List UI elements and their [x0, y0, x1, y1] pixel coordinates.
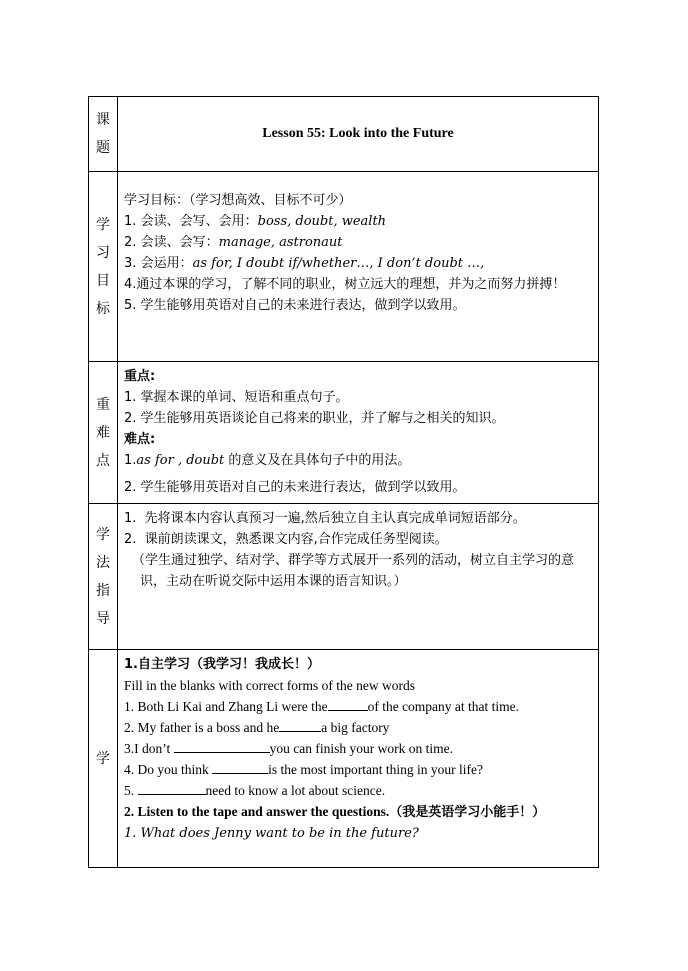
- difficult-item: 1.as for , doubt 的意义及在具体句子中的用法。: [124, 453, 411, 468]
- method-label: 学 法 指 导: [89, 504, 118, 650]
- objective-item: 5. 学生能够用英语对自己的未来进行表达，做到学以致用。: [124, 298, 466, 313]
- key-heading: 重点:: [124, 369, 156, 384]
- lesson-title-cell: [118, 97, 599, 172]
- keypoints-content: [118, 362, 599, 504]
- section2-heading: 2. Listen to the tape and answer the questions.（我是英语学习小能手！）: [124, 804, 546, 820]
- difficult-heading: 难点:: [124, 432, 156, 447]
- objective-item: 4.通过本课的学习，了解不同的职业，树立远大的理想，并为之而努力拼搏！: [124, 277, 566, 292]
- fill-sentence-3: 3.I don’t you can finish your work on time.: [124, 741, 453, 756]
- method-note: （学生通过独学、结对学、群学等方式展开一系列的活动，树立自主学习的意识，主动在听说交际中运用本课的语言知识。）: [132, 553, 575, 589]
- title-row: [89, 97, 599, 172]
- section1-heading: 1.自主学习（我学习！我成长！）: [124, 657, 320, 672]
- method-row: [89, 504, 599, 650]
- objectives-content: [118, 172, 599, 362]
- keypoints-row: [89, 362, 599, 504]
- study-content: [118, 650, 599, 868]
- objectives-heading: 学习目标：（学习想高效、目标不可少）: [124, 193, 352, 208]
- answer-blank[interactable]: [212, 760, 268, 774]
- lesson-title: Lesson 55: Look into the Future: [262, 126, 454, 141]
- fill-instruction: Fill in the blanks with correct forms of the new words: [124, 678, 415, 693]
- difficult-item: 2. 学生能够用英语对自己的未来进行表达，做到学以致用。: [124, 480, 466, 495]
- lesson-plan-table: [88, 96, 599, 868]
- fill-sentence-5: 5. need to know a lot about science.: [124, 783, 386, 798]
- objective-item: 3. 会运用：as for, I doubt if/whether…, I don’t doubt …,: [124, 256, 485, 271]
- answer-blank[interactable]: [328, 697, 368, 711]
- answer-blank[interactable]: [138, 781, 206, 795]
- key-item: 2. 学生能够用英语谈论自己将来的职业，并了解与之相关的知识。: [124, 411, 505, 426]
- answer-blank[interactable]: [174, 739, 270, 753]
- keypoints-label: 重 难 点: [89, 362, 118, 504]
- fill-sentence-2: 2. My father is a boss and he a big factory: [124, 720, 390, 735]
- objective-item: 1. 会读、会写、会用：boss, doubt, wealth: [124, 214, 387, 229]
- listening-question-1: 1. What does Jenny want to be in the future?: [124, 826, 419, 841]
- objectives-label: 学 习 目 标: [89, 172, 118, 362]
- study-label: 学: [89, 650, 118, 868]
- fill-sentence-4: 4. Do you think is the most important thing in your life?: [124, 762, 483, 777]
- title-row-label: 课 题: [89, 97, 118, 172]
- method-content: [118, 504, 599, 650]
- method-item: 1. 先将课本内容认真预习一遍,然后独立自主认真完成单词短语部分。: [124, 511, 526, 526]
- objective-item: 2. 会读、会写：manage, astronaut: [124, 235, 343, 250]
- objectives-row: [89, 172, 599, 362]
- method-item: 2. 课前朗读课文，熟悉课文内容,合作完成任务型阅读。: [124, 532, 448, 547]
- fill-sentence-1: 1. Both Li Kai and Zhang Li were the of the company at that time.: [124, 699, 520, 714]
- study-row: [89, 650, 599, 868]
- answer-blank[interactable]: [279, 718, 321, 732]
- key-item: 1. 掌握本课的单词、短语和重点句子。: [124, 390, 349, 405]
